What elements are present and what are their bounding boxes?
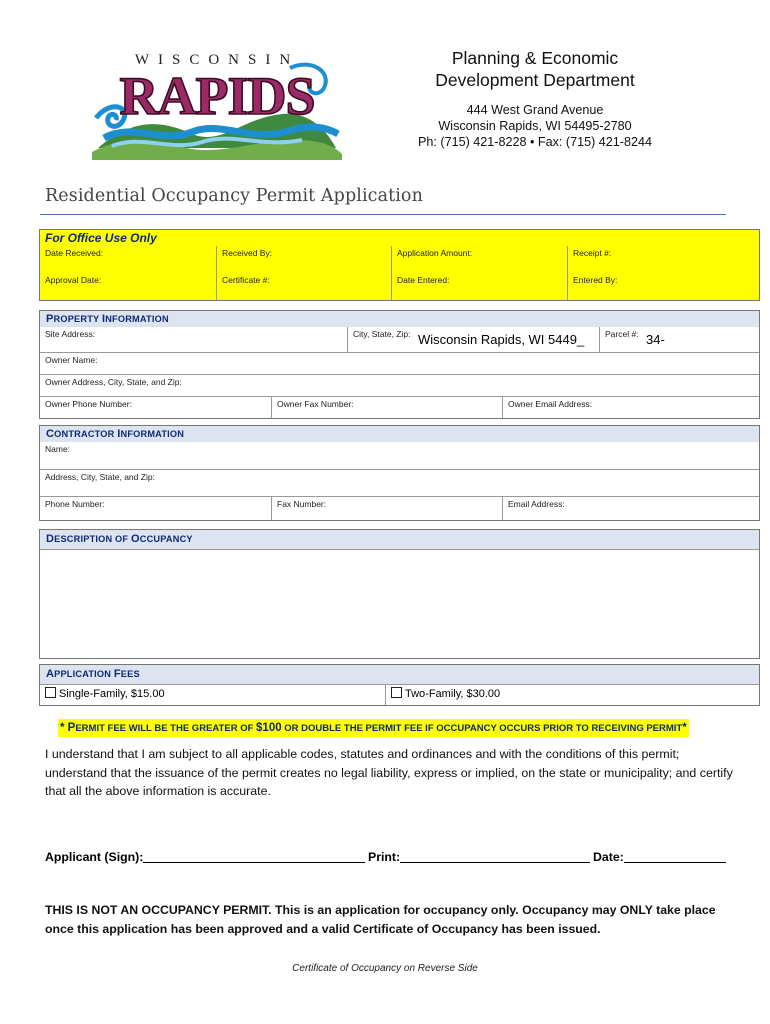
two-family-option[interactable] bbox=[385, 685, 759, 705]
date-label: Date: bbox=[593, 850, 624, 864]
received-by-label: Received By: bbox=[222, 248, 273, 258]
contractor-phone-label: Phone Number: bbox=[45, 499, 105, 509]
page-title: Residential Occupancy Permit Application bbox=[45, 186, 423, 206]
contractor-section-header bbox=[40, 426, 759, 442]
reverse-side-note: Certificate of Occupancy on Reverse Side bbox=[292, 963, 478, 974]
owner-email-label: Owner Email Address: bbox=[508, 399, 593, 409]
date-received-field[interactable] bbox=[40, 246, 216, 273]
contractor-phone-field[interactable] bbox=[40, 497, 271, 520]
description-section-header bbox=[40, 530, 759, 549]
application-amount-field[interactable] bbox=[391, 246, 567, 273]
contractor-email-label: Email Address: bbox=[508, 499, 565, 509]
owner-address-field[interactable] bbox=[40, 374, 759, 396]
department-name-line2: Development Department bbox=[435, 70, 635, 90]
date-field[interactable] bbox=[593, 850, 726, 864]
office-use-heading: For Office Use Only bbox=[45, 231, 157, 245]
contractor-information-table bbox=[39, 425, 760, 521]
date-line[interactable] bbox=[624, 850, 726, 863]
description-section-title: DESCRIPTION OF OCCUPANCY bbox=[46, 533, 193, 545]
owner-name-label: Owner Name: bbox=[45, 355, 98, 365]
applicant-statement: I understand that I am subject to all applicable codes, statutes and ordinances and with the conditions of this permit; understand that the issuance of the permit creates no legal liability, express or implied, on the state or municipality; and certify that all the above information is accurate. bbox=[45, 747, 733, 798]
logo-main-word: RAPIDS bbox=[119, 66, 315, 126]
contractor-fax-field[interactable] bbox=[271, 497, 502, 520]
owner-name-field[interactable] bbox=[40, 352, 759, 374]
receipt-number-field[interactable] bbox=[567, 246, 759, 273]
application-amount-label: Application Amount: bbox=[397, 248, 473, 258]
certificate-number-field[interactable] bbox=[216, 273, 391, 300]
owner-fax-field[interactable] bbox=[271, 397, 502, 418]
city-state-zip-label: City, State, Zip: bbox=[353, 329, 411, 339]
owner-fax-label: Owner Fax Number: bbox=[277, 399, 354, 409]
fees-section-header bbox=[40, 665, 759, 684]
property-row-site bbox=[40, 327, 759, 352]
office-row-1 bbox=[40, 246, 759, 273]
city-state-zip-field[interactable] bbox=[347, 327, 599, 352]
contractor-name-field[interactable] bbox=[40, 442, 759, 469]
certificate-number-label: Certificate #: bbox=[222, 275, 270, 285]
date-entered-field[interactable] bbox=[391, 273, 567, 300]
contractor-address-label: Address, City, State, and Zip: bbox=[45, 472, 155, 482]
approval-date-label: Approval Date: bbox=[45, 275, 102, 285]
contractor-name-label: Name: bbox=[45, 444, 71, 454]
description-table bbox=[39, 529, 760, 659]
contractor-fax-label: Fax Number: bbox=[277, 499, 327, 509]
received-by-field[interactable] bbox=[216, 246, 391, 273]
contractor-contact-row bbox=[40, 496, 759, 520]
office-use-table bbox=[39, 229, 760, 301]
description-input-area[interactable] bbox=[40, 549, 759, 658]
date-received-label: Date Received: bbox=[45, 248, 104, 258]
rapids-logo bbox=[92, 48, 342, 160]
parcel-number-value: 34- bbox=[646, 332, 665, 347]
department-street: 444 West Grand Avenue bbox=[466, 103, 604, 117]
contractor-address-field[interactable] bbox=[40, 469, 759, 496]
property-section-header bbox=[40, 311, 759, 327]
two-family-checkbox[interactable] bbox=[391, 687, 402, 698]
logo-top-word: WISCONSIN bbox=[134, 52, 300, 68]
not-a-permit-notice: THIS IS NOT AN OCCUPANCY PERMIT. This is an application for occupancy only. Occupancy may ONLY take place once this application has been approved and a valid Certificate of Occupancy has been issued. bbox=[45, 903, 716, 936]
applicant-sign-label: Applicant (Sign): bbox=[45, 850, 144, 864]
fees-section-title: APPLICATION FEES bbox=[46, 668, 140, 680]
department-name-line1: Planning & Economic bbox=[451, 48, 619, 68]
parcel-number-field[interactable] bbox=[599, 327, 759, 352]
single-family-option[interactable] bbox=[40, 685, 385, 705]
application-fees-table bbox=[39, 664, 760, 706]
permit-fee-warning: * PERMIT FEE WILL BE THE GREATER OF $100 OR DOUBLE THE PERMIT FEE IF OCCUPANCY OCCURS PRIOR TO RECEIVING PERMIT* bbox=[58, 719, 689, 737]
print-name-field[interactable] bbox=[368, 850, 590, 864]
print-name-label: Print: bbox=[368, 850, 401, 864]
site-address-label: Site Address: bbox=[45, 329, 96, 339]
applicant-sign-line[interactable] bbox=[143, 850, 365, 863]
owner-phone-field[interactable] bbox=[40, 397, 271, 418]
two-family-label: Two-Family, $30.00 bbox=[405, 688, 501, 700]
date-entered-label: Date Entered: bbox=[397, 275, 450, 285]
city-state-zip-value: Wisconsin Rapids, WI 5449_ bbox=[418, 332, 585, 347]
department-city: Wisconsin Rapids, WI 54495-2780 bbox=[438, 119, 632, 133]
single-family-label: Single-Family, $15.00 bbox=[59, 688, 165, 700]
receipt-number-label: Receipt #: bbox=[573, 248, 612, 258]
owner-address-label: Owner Address, City, State, and Zip: bbox=[45, 377, 182, 387]
applicant-sign-field[interactable] bbox=[45, 850, 365, 864]
contractor-section-title: CONTRACTOR INFORMATION bbox=[46, 428, 185, 440]
print-name-line[interactable] bbox=[400, 850, 590, 863]
single-family-checkbox[interactable] bbox=[45, 687, 56, 698]
department-phone: Ph: (715) 421-8228 • Fax: (715) 421-8244 bbox=[417, 135, 653, 149]
property-section-title: PROPERTY INFORMATION bbox=[46, 313, 169, 325]
fees-options-row bbox=[40, 684, 759, 705]
property-information-table bbox=[39, 310, 760, 419]
site-address-field[interactable] bbox=[40, 327, 347, 352]
entered-by-field[interactable] bbox=[567, 273, 759, 300]
title-divider bbox=[40, 214, 726, 215]
owner-email-field[interactable] bbox=[502, 397, 759, 418]
owner-phone-label: Owner Phone Number: bbox=[45, 399, 132, 409]
entered-by-label: Entered By: bbox=[573, 275, 618, 285]
parcel-number-label: Parcel #: bbox=[605, 329, 639, 339]
approval-date-field[interactable] bbox=[40, 273, 216, 300]
owner-contact-row bbox=[40, 396, 759, 418]
contractor-email-field[interactable] bbox=[502, 497, 759, 520]
office-row-2 bbox=[40, 273, 759, 300]
